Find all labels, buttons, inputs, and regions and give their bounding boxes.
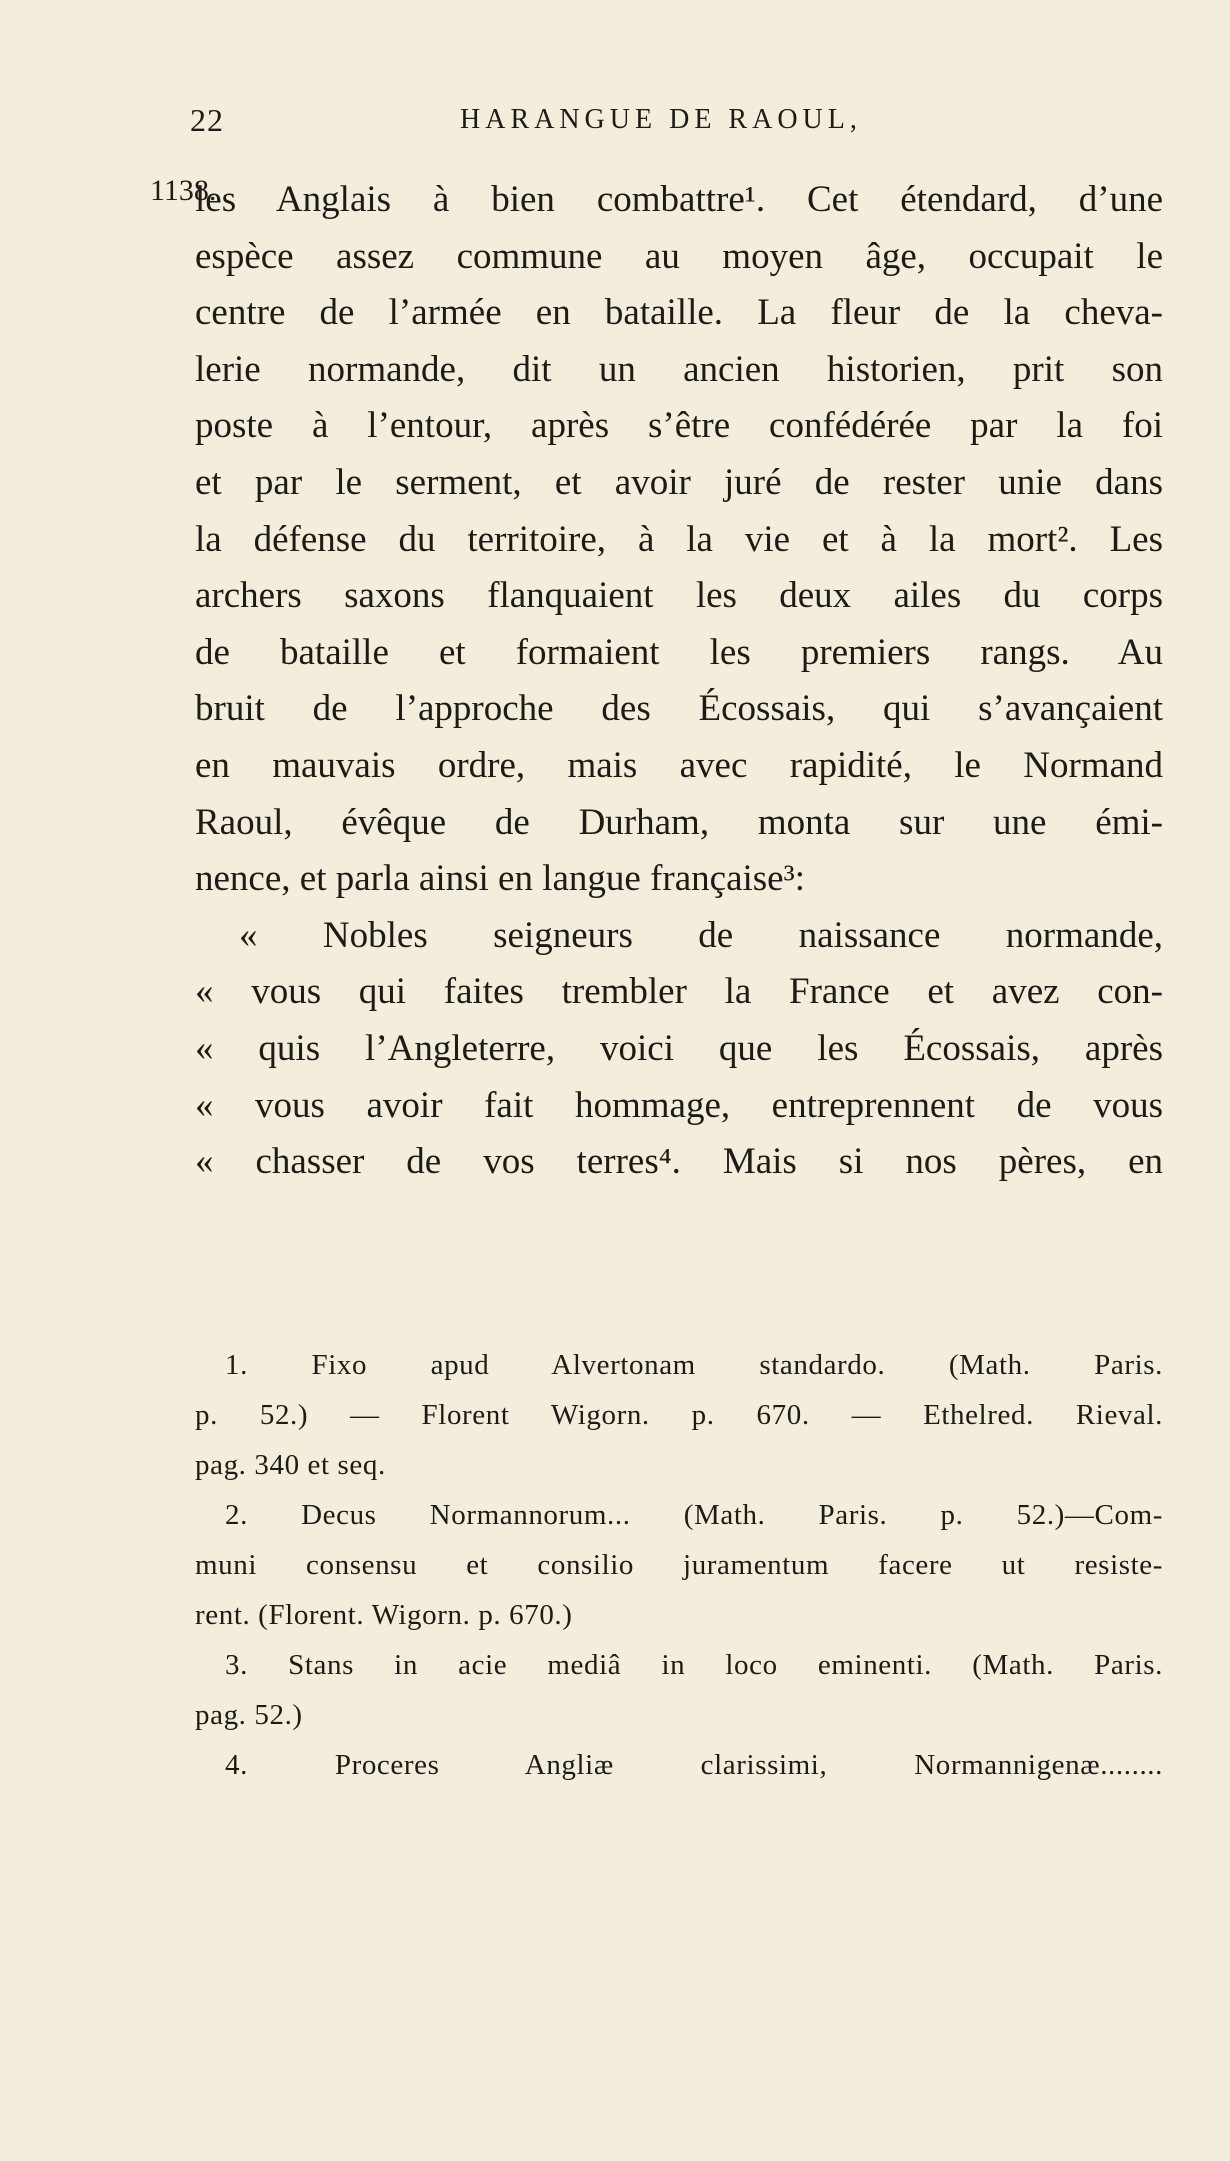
- body-line: centre de l’armée en bataille. La fleur de la cheva-: [195, 292, 1163, 334]
- body-line: les Anglais à bien combattre¹. Cet étendard, d’une: [195, 179, 1163, 220]
- footnote-line: rent. (Florent. Wigorn. p. 670.): [195, 1599, 573, 1631]
- body-line: lerie normande, dit un ancien historien, prit son: [195, 348, 1163, 390]
- body-text: [195, 172, 1163, 1191]
- body-line: de bataille et formaient les premiers rangs. Au: [195, 631, 1163, 673]
- footnotes: [195, 1340, 1163, 1790]
- page-number: 22: [190, 102, 224, 138]
- body-line: « vous qui faites trembler la France et avez con-: [195, 971, 1163, 1013]
- body-line: poste à l’entour, après s’être confédérée par la foi: [195, 405, 1163, 447]
- body-line: la défense du territoire, à la vie et à la mort². Les: [195, 518, 1163, 560]
- running-head: [190, 102, 910, 152]
- body-line: en mauvais ordre, mais avec rapidité, le Normand: [195, 744, 1163, 786]
- margin-year-note: 1138.: [150, 174, 217, 207]
- footnote-line: 3. Stans in acie mediâ in loco eminenti. (Math. Paris.: [225, 1649, 1163, 1681]
- body-line: « chasser de vos terres⁴. Mais si nos pères, en: [195, 1141, 1163, 1183]
- body-line: espèce assez commune au moyen âge, occupait le: [195, 235, 1163, 277]
- body-line: « quis l’Angleterre, voici que les Écossais, après: [195, 1027, 1163, 1069]
- body-line: « vous avoir fait hommage, entreprennent de vous: [195, 1084, 1163, 1126]
- footnote-line: muni consensu et consilio juramentum facere ut resiste-: [195, 1549, 1163, 1581]
- footnote-line: 1. Fixo apud Alvertonam standardo. (Math. Paris.: [225, 1349, 1163, 1381]
- body-line: Raoul, évêque de Durham, monta sur une émi-: [195, 801, 1163, 843]
- footnote-line: 2. Decus Normannorum... (Math. Paris. p. 52.)—Com-: [225, 1499, 1163, 1531]
- body-line: « Nobles seigneurs de naissance normande,: [239, 914, 1163, 956]
- body-line: et par le serment, et avoir juré de rester unie dans: [195, 461, 1163, 503]
- running-title: HARANGUE DE RAOUL,: [460, 104, 862, 135]
- footnote-line: p. 52.) — Florent Wigorn. p. 670. — Ethelred. Rieval.: [195, 1399, 1163, 1431]
- footnote-line: pag. 340 et seq.: [195, 1449, 386, 1481]
- body-line: bruit de l’approche des Écossais, qui s’avançaient: [195, 688, 1163, 730]
- footnote-line: pag. 52.): [195, 1699, 303, 1731]
- body-line: archers saxons flanquaient les deux ailes du corps: [195, 575, 1163, 617]
- footnote-line: 4. Proceres Angliæ clarissimi, Normannigenæ........: [225, 1749, 1163, 1781]
- body-line: nence, et parla ainsi en langue française³:: [195, 858, 805, 900]
